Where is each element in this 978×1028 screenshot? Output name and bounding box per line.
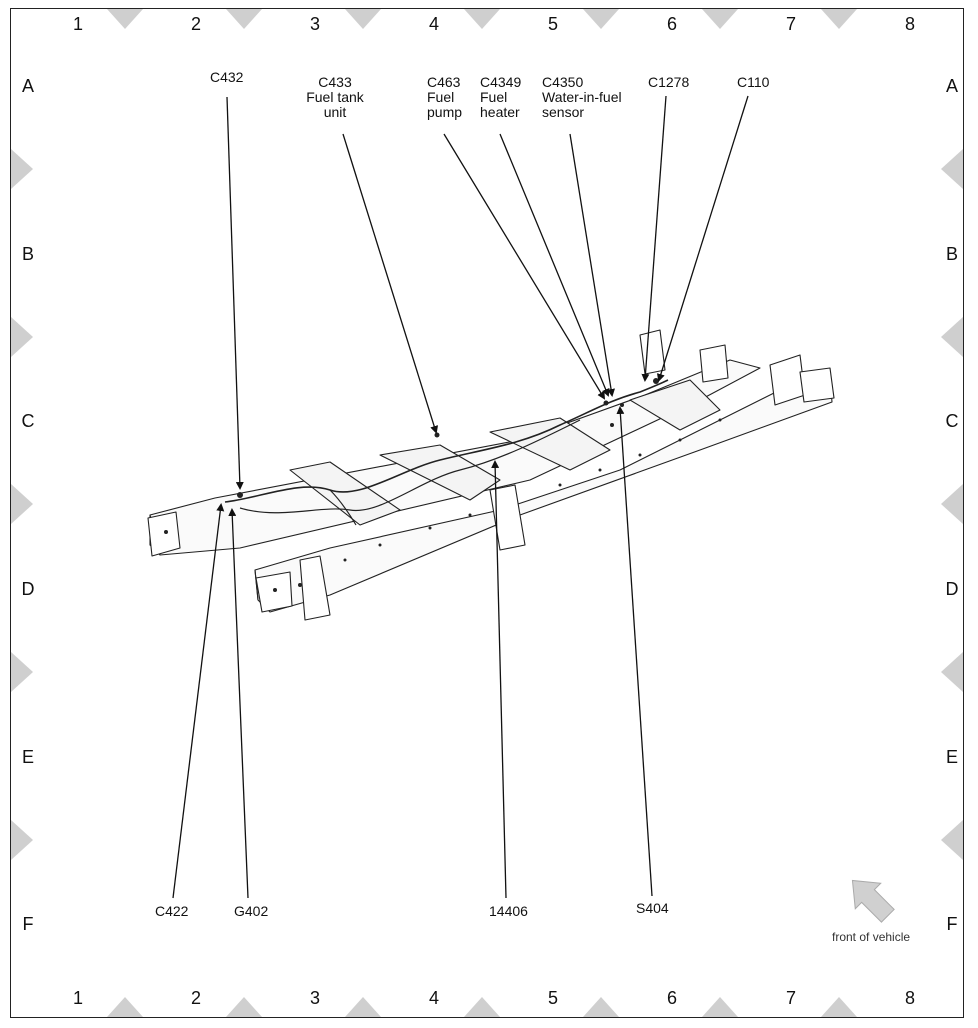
callout-c433-id: C433 (318, 74, 352, 90)
col-label-bottom-2: 2 (190, 988, 201, 1008)
callout-c463-desc-1: Fuel (427, 89, 455, 105)
callout-c463-id: C463 (427, 74, 461, 90)
callout-c432: C432 (210, 69, 244, 85)
col-label-bottom-4: 4 (428, 988, 439, 1008)
callout-c433-desc-1: Fuel tank (306, 89, 364, 105)
col-label-top-8: 8 (904, 14, 915, 34)
col-label-top-4: 4 (428, 14, 439, 34)
leader-c433 (343, 134, 436, 432)
leader-s404 (620, 408, 652, 896)
callout-c463-desc-2: pump (427, 104, 463, 120)
callout-c4349-desc-2: heater (480, 104, 520, 120)
col-label-top-7: 7 (785, 14, 796, 34)
callout-s404: S404 (636, 900, 669, 916)
callout-c433 (300, 75, 370, 120)
callout-c4349-desc-1: Fuel (480, 89, 508, 105)
callout-c463 (427, 75, 462, 120)
col-label-bottom-8: 8 (904, 988, 915, 1008)
front-arrow-icon (840, 868, 901, 929)
chassis-frame (148, 330, 834, 620)
col-label-top-3: 3 (309, 14, 320, 34)
front-of-vehicle-caption: front of vehicle (832, 930, 911, 944)
leader-c432 (227, 97, 240, 488)
callout-c4350 (542, 75, 622, 120)
callout-14406: 14406 (489, 903, 528, 919)
row-label-left-a: A (21, 76, 34, 96)
leader-c422 (173, 505, 221, 898)
callout-c4350-id: C4350 (542, 74, 584, 90)
col-label-bottom-3: 3 (309, 988, 320, 1008)
row-label-left-e: E (21, 747, 34, 767)
row-label-right-b: B (945, 244, 958, 264)
row-label-left-b: B (21, 244, 34, 264)
leader-c463 (444, 134, 604, 398)
callout-c4349-id: C4349 (480, 74, 522, 90)
row-label-right-a: A (945, 76, 958, 96)
leader-c4350 (570, 134, 612, 395)
leader-g402 (232, 510, 248, 898)
callout-c1278: C1278 (648, 74, 690, 90)
callout-c4350-desc-1: Water-in-fuel (542, 89, 622, 105)
row-label-right-e: E (945, 747, 958, 767)
col-label-bottom-7: 7 (785, 988, 796, 1008)
row-label-left-f: F (22, 914, 34, 934)
callout-g402: G402 (234, 903, 269, 919)
col-label-bottom-6: 6 (666, 988, 677, 1008)
callout-c4350-desc-2: sensor (542, 104, 585, 120)
row-label-right-d: D (945, 579, 959, 599)
row-label-left-c: C (21, 411, 35, 431)
col-label-top-1: 1 (72, 14, 83, 34)
col-label-top-5: 5 (547, 14, 558, 34)
row-label-left-d: D (21, 579, 35, 599)
col-label-top-2: 2 (190, 14, 201, 34)
callout-c110: C110 (737, 74, 770, 90)
leader-c110 (659, 96, 748, 380)
callout-c422: C422 (155, 903, 189, 919)
col-label-top-6: 6 (666, 14, 677, 34)
col-label-bottom-1: 1 (72, 988, 83, 1008)
callout-c433-desc-2: unit (323, 104, 347, 120)
row-label-right-f: F (946, 914, 958, 934)
leader-c4349 (500, 134, 608, 395)
row-label-right-c: C (945, 411, 959, 431)
col-label-bottom-5: 5 (547, 988, 558, 1008)
callout-c4349 (480, 75, 521, 120)
